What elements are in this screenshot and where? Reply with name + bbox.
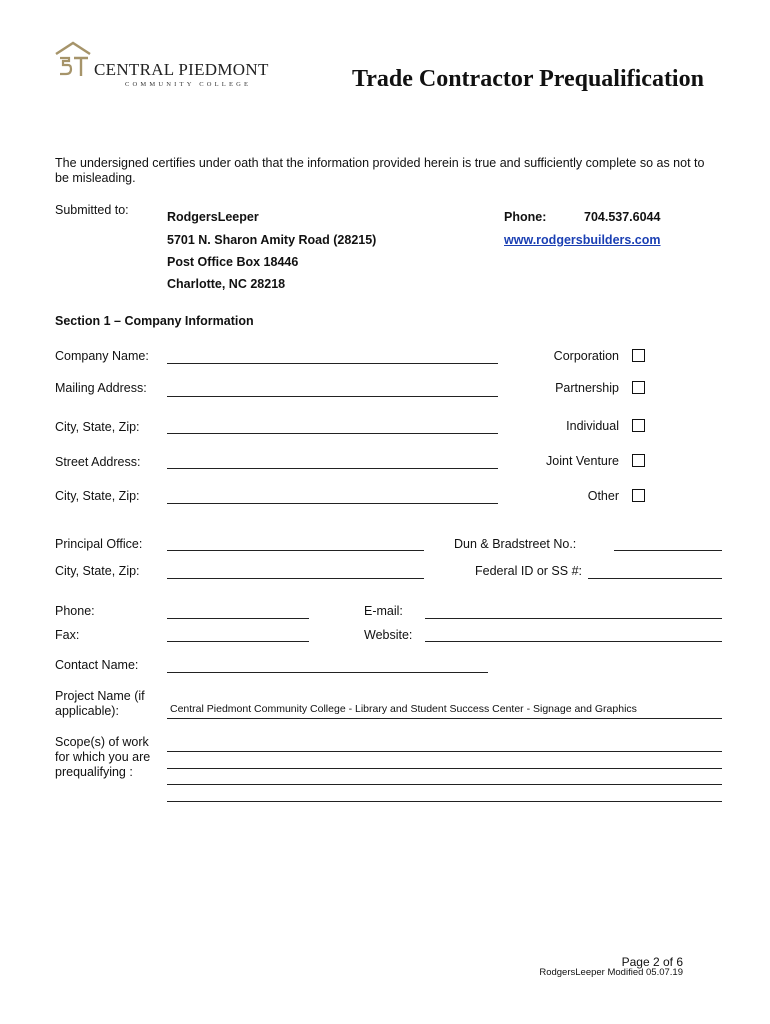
street-city-state-zip-label: City, State, Zip: xyxy=(55,489,140,503)
dun-bradstreet-label: Dun & Bradstreet No.: xyxy=(454,537,577,551)
principal-office-input[interactable] xyxy=(167,550,424,551)
project-name-input[interactable] xyxy=(167,718,722,719)
intro-text-line2: be misleading. xyxy=(55,171,136,185)
street-address-label: Street Address: xyxy=(55,455,141,469)
principal-city-state-zip-label: City, State, Zip: xyxy=(55,564,140,578)
principal-city-state-zip-input[interactable] xyxy=(167,578,424,579)
submitted-company: RodgersLeeper xyxy=(167,210,259,224)
phone-label: Phone: xyxy=(55,604,95,618)
entity-type-label: Joint Venture xyxy=(546,454,619,468)
company-name-input[interactable] xyxy=(167,363,498,364)
project-name-label-line1: Project Name (if xyxy=(55,689,145,703)
logo-name: CENTRAL PIEDMONT xyxy=(94,60,269,79)
website-label: Website: xyxy=(364,628,413,642)
mailing-address-input[interactable] xyxy=(167,396,498,397)
fax-label: Fax: xyxy=(55,628,80,642)
federal-id-label: Federal ID or SS #: xyxy=(475,564,582,578)
submitted-city: Charlotte, NC 28218 xyxy=(167,277,286,291)
individual-checkbox[interactable] xyxy=(632,419,645,432)
email-label: E-mail: xyxy=(364,604,403,618)
submitted-to-label: Submitted to: xyxy=(55,203,129,217)
submitted-po-box: Post Office Box 18446 xyxy=(167,255,299,269)
scope-input-line[interactable] xyxy=(167,768,722,769)
company-name-label: Company Name: xyxy=(55,349,149,363)
fax-input[interactable] xyxy=(167,641,309,642)
project-name-value: Central Piedmont Community College - Library and Student Success Center - Signage and Graphics xyxy=(170,703,637,715)
section1-heading: Section 1 – Company Information xyxy=(55,314,254,328)
entity-type-label: Individual xyxy=(566,419,619,433)
modified-note: RodgersLeeper Modified 05.07.19 xyxy=(539,967,683,978)
other-checkbox[interactable] xyxy=(632,489,645,502)
scope-label-line2: for which you are xyxy=(55,750,151,764)
submitted-phone-label: Phone: xyxy=(504,210,547,224)
scope-input-line[interactable] xyxy=(167,751,722,752)
scope-label-line1: Scope(s) of work xyxy=(55,735,149,749)
mailing-city-state-zip-label: City, State, Zip: xyxy=(55,420,140,434)
dun-bradstreet-input[interactable] xyxy=(614,550,722,551)
mailing-city-state-zip-input[interactable] xyxy=(167,433,498,434)
submitted-phone: 704.537.6044 xyxy=(584,210,661,224)
intro-text-line1: The undersigned certifies under oath that the information provided herein is true and sufficiently complete so as not to xyxy=(55,156,705,170)
email-input[interactable] xyxy=(425,618,722,619)
submitted-address: 5701 N. Sharon Amity Road (28215) xyxy=(167,233,377,247)
corporation-checkbox[interactable] xyxy=(632,349,645,362)
scope-label-line3: prequalifying : xyxy=(55,765,133,779)
federal-id-input[interactable] xyxy=(588,578,722,579)
contact-name-input[interactable] xyxy=(167,672,488,673)
joint-venture-checkbox[interactable] xyxy=(632,454,645,467)
phone-input[interactable] xyxy=(167,618,309,619)
website-input[interactable] xyxy=(425,641,722,642)
page-number: Page 2 of 6 xyxy=(621,955,683,969)
street-address-input[interactable] xyxy=(167,468,498,469)
entity-type-label: Other xyxy=(587,489,619,503)
scope-input-line[interactable] xyxy=(167,784,722,785)
entity-type-label: Partnership xyxy=(555,381,619,395)
entity-type-label: Corporation xyxy=(553,349,619,363)
page-title: Trade Contractor Prequalification xyxy=(352,66,704,92)
principal-office-label: Principal Office: xyxy=(55,537,143,551)
scope-input-line[interactable] xyxy=(167,801,722,802)
project-name-label-line2: applicable): xyxy=(55,704,119,718)
street-city-state-zip-input[interactable] xyxy=(167,503,498,504)
mailing-address-label: Mailing Address: xyxy=(55,381,147,395)
college-logo-mark-icon xyxy=(54,40,92,78)
contact-name-label: Contact Name: xyxy=(55,658,139,672)
submitted-website-link[interactable]: www.rodgersbuilders.com xyxy=(504,233,661,247)
logo-subtitle: COMMUNITY COLLEGE xyxy=(125,81,252,88)
partnership-checkbox[interactable] xyxy=(632,381,645,394)
